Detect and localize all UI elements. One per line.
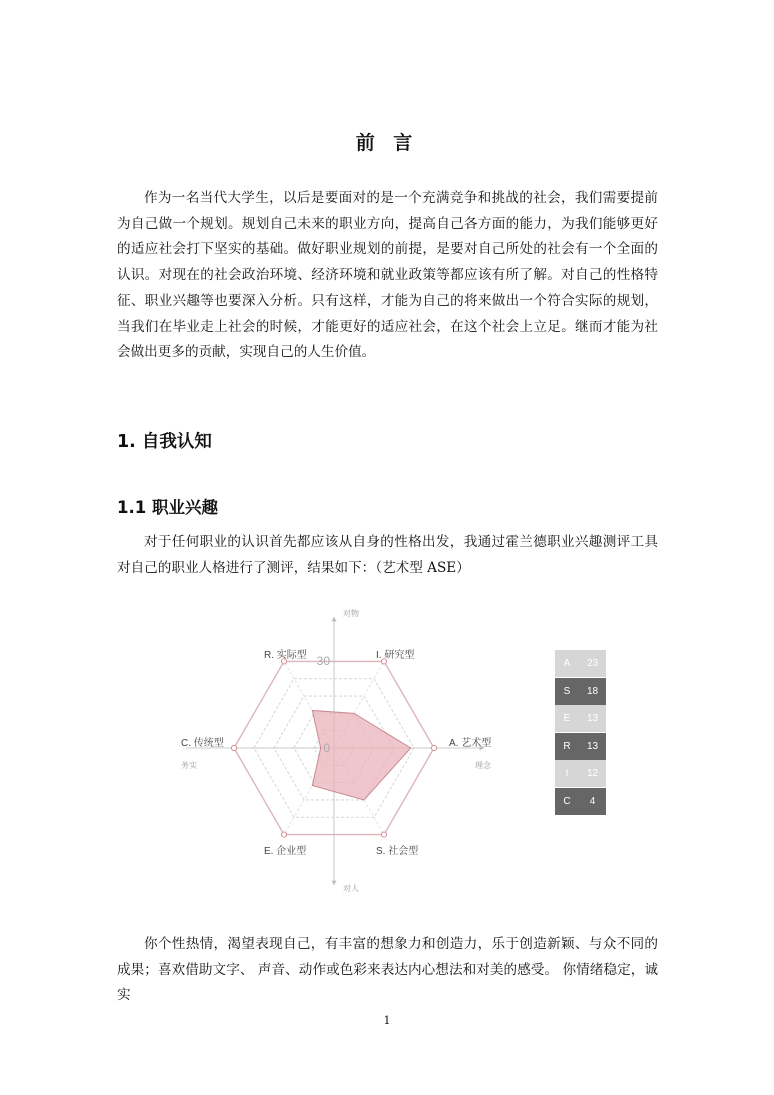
vertex-marker-2 xyxy=(381,832,386,837)
axis-label-investigative: I. 研究型 xyxy=(376,650,415,661)
axis-min-label: 0 xyxy=(323,741,330,755)
axis-label-conventional: C. 传统型 xyxy=(181,738,224,749)
axis-max-label: 30 xyxy=(316,654,330,668)
axis-label-realistic: R. 实际型 xyxy=(264,650,307,661)
description-paragraph: 你个性热情，渴望表现自己，有丰富的想象力和创造力，乐于创造新颖、与众不同的成果；喜欢借助文字、 声音、动作或色彩来表达内心想法和对美的感受。 你情绪稳定，诚实 xyxy=(117,936,658,1004)
page-number: 1 xyxy=(383,1014,391,1027)
direction-label-left: 务实 xyxy=(181,761,197,770)
vertex-marker-4 xyxy=(231,745,236,750)
vertex-marker-3 xyxy=(281,832,286,837)
axis-label-artistic: A. 艺术型 xyxy=(449,738,492,749)
holland-radar-chart xyxy=(170,605,510,895)
direction-label-right: 理念 xyxy=(475,761,491,770)
score-row-c xyxy=(555,788,606,815)
axis-label-social: S. 社会型 xyxy=(376,846,419,857)
score-code: I xyxy=(565,768,569,780)
score-code: R xyxy=(563,740,571,752)
score-table xyxy=(555,650,606,816)
page-title: 前 言 xyxy=(355,132,419,154)
subsection-heading-career-interest: 1.1 职业兴趣 xyxy=(117,498,218,517)
score-value: 13 xyxy=(586,713,599,725)
score-code: E xyxy=(563,713,571,725)
section-heading-self-awareness: 1. 自我认知 xyxy=(117,432,212,452)
intro-paragraph: 对于任何职业的认识首先都应该从自身的性格出发，我通过霍兰德职业兴趣测评工具对自己的职业人格进行了测评，结果如下：（艺术型 ASE） xyxy=(117,534,658,576)
axis-label-enterprising: E. 企业型 xyxy=(264,846,307,857)
score-row-a xyxy=(555,650,606,677)
score-row-e xyxy=(555,705,606,732)
direction-label-bottom: 对人 xyxy=(343,884,359,893)
score-value: 4 xyxy=(589,795,596,807)
score-value: 23 xyxy=(586,658,599,669)
score-code: S xyxy=(563,685,571,697)
score-value: 18 xyxy=(586,685,599,697)
score-row-s xyxy=(555,678,606,705)
score-code: C xyxy=(563,795,571,807)
vertex-marker-1 xyxy=(431,745,436,750)
score-row-r xyxy=(555,733,606,760)
score-row-i xyxy=(555,760,606,787)
score-value: 13 xyxy=(586,740,599,752)
score-value: 12 xyxy=(586,768,599,780)
score-code: A xyxy=(563,658,571,669)
preface-paragraph: 作为一名当代大学生，以后是要面对的是一个充满竞争和挑战的社会，我们需要提前为自己做一个规划。规划自己未来的职业方向，提高自己各方面的能力，为我们能够更好的适应社会打下坚实的基础。做好职业规划的前提，是要对自己所处的社会有一个全面的认识。对现在的社会政治环境、经济环境和就业政策等都应该有所了解。对自己的性格特征、职业兴趣等也要深入分析。只有这样，才能为自己的将来做出一个符合实际的规划，当我们在毕业走上社会的时候，才能更好的适应社会，在这个社会上立足。继而才能为社会做出更多的贡献，实现自己的人生价值。 xyxy=(117,190,658,361)
direction-label-top: 对物 xyxy=(343,609,359,618)
radar-data-area xyxy=(312,710,410,799)
